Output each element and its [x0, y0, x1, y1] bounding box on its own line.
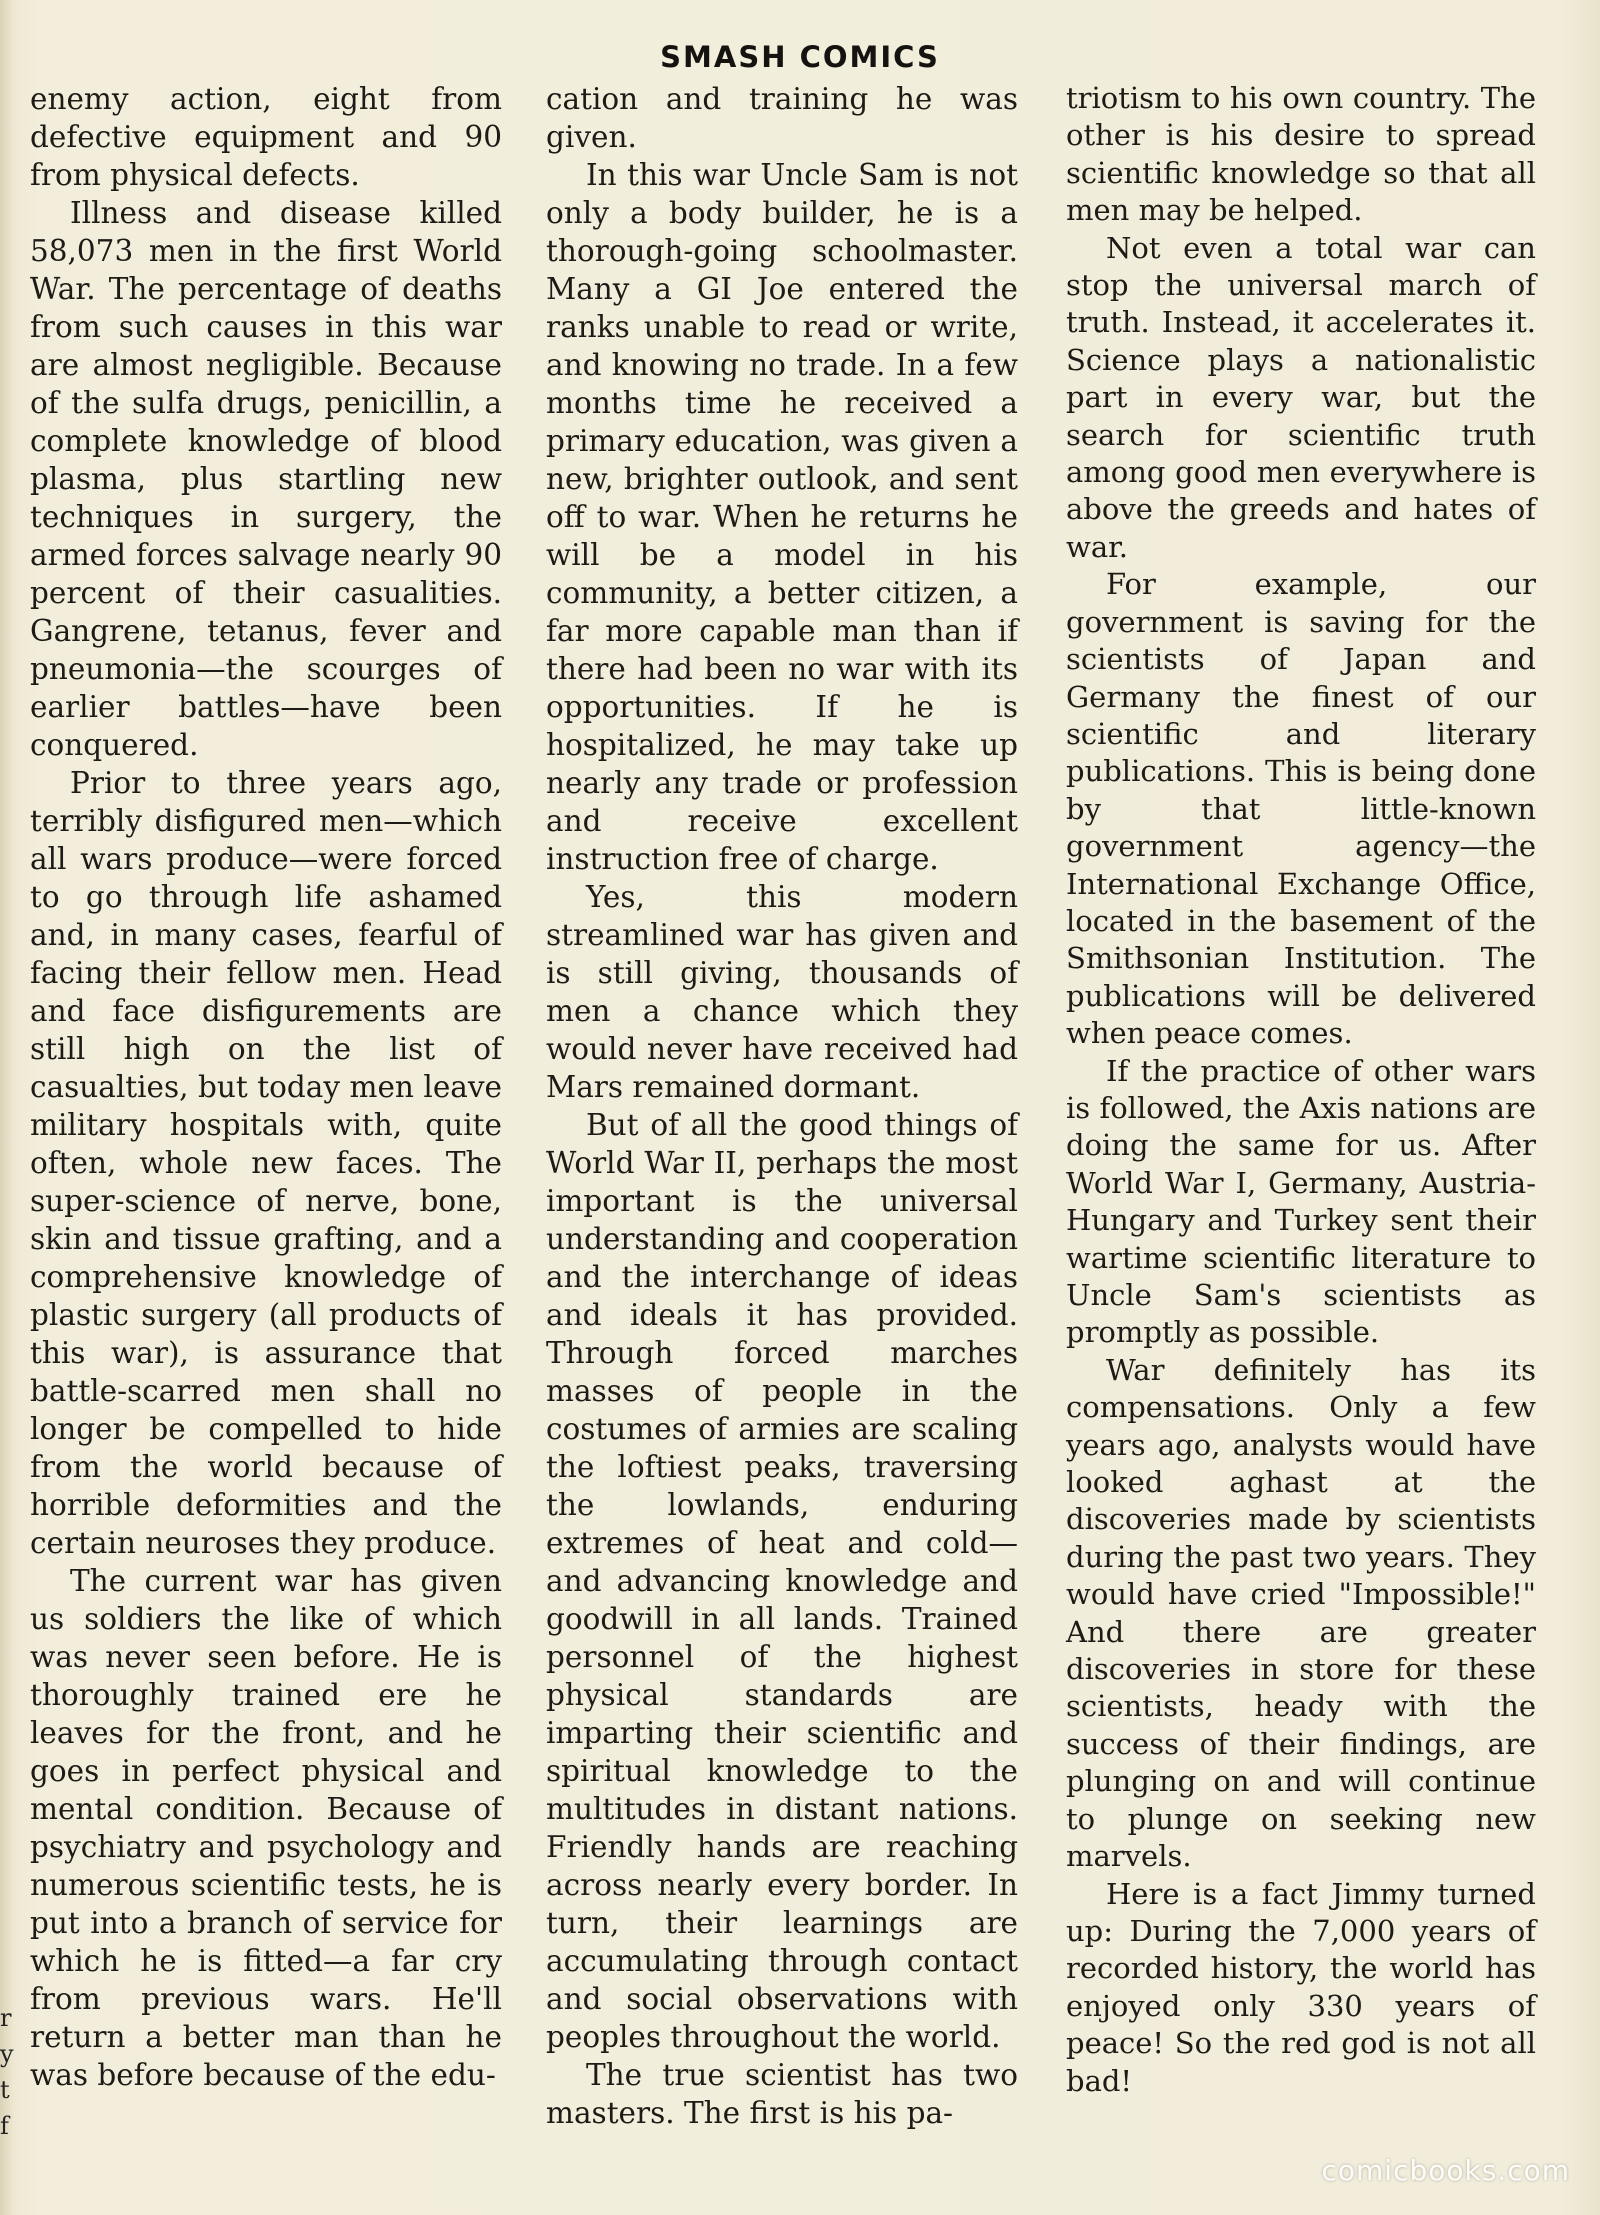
page-header-title: SMASH COMICS [660, 40, 940, 74]
gutter-bleed-letters [0, 2000, 16, 2144]
gutter-letter: y [0, 2040, 14, 2068]
text-column-1 [30, 80, 502, 2094]
paragraph: cation and training he was given. [546, 82, 1018, 154]
text-column-2 [546, 80, 1018, 2132]
paragraph: War definitely has its compensations. Only a few years ago, analysts would have looked aghast at the discoveries made by scientists during the past two years. They would have cried "Impossible!" And there are greater discoveries in store for these scientists, heady with the success of their findings, are plunging on and will continue to plunge on seeking new marvels. [1066, 1352, 1536, 1874]
paragraph: In this war Uncle Sam is not only a body builder, he is a thorough-going schoolmaster. Many a GI Joe entered the ranks unable to read or write, and knowing no trade. In a few months time he received a primary education, was given a new, brighter outlook, and sent off to war. When he returns he will be a model in his community, a better citizen, a far more capable man than if there had been no war with its opportunities. If he is hospitalized, he may take up nearly any trade or profession and receive excellent instruction free of charge. [546, 158, 1018, 876]
gutter-letter: r [0, 2004, 12, 2032]
paragraph: triotism to his own country. The other is his desire to spread scientific knowledge so that all men may be helped. [1066, 81, 1536, 228]
paragraph: Yes, this modern streamlined war has given and is still giving, thousands of men a chance which they would never have received had Mars remained dormant. [546, 880, 1018, 1104]
paragraph: Here is a fact Jimmy turned up: During the 7,000 years of recorded history, the world has enjoyed only 330 years of peace! So the red god is not all bad! [1066, 1876, 1536, 2098]
site-watermark: comicbooks.com [1321, 2154, 1570, 2187]
paragraph: For example, our government is saving for the scientists of Japan and Germany the finest of our scientific and literary publications. This is being done by that little-known government agency—the International Exchange Office, located in the basement of the Smithsonian Institution. The publications will be delivered when peace comes. [1066, 567, 1536, 1051]
paragraph: If the practice of other wars is followed, the Axis nations are doing the same for us. After World War I, Germany, Austria-Hungary and Turkey sent their wartime scientific literature to Uncle Sam's scientists as promptly as possible. [1066, 1053, 1536, 1350]
text-column-3 [1066, 80, 1536, 2100]
paragraph: Illness and disease killed 58,073 men in the first World War. The percentage of deaths from such causes in this war are almost negligible. Because of the sulfa drugs, penicillin, a complete knowledge of blood plasma, plus startling new techniques in surgery, the armed forces salvage nearly 90 percent of their casualities. Gangrene, tetanus, fever and pneumonia—the scourges of earlier battles—have been conquered. [30, 196, 502, 762]
paragraph: Prior to three years ago, terribly disfigured men—which all wars produce—were forced to go through life ashamed and, in many cases, fearful of facing their fellow men. Head and face disfigurements are still high on the list of casualties, but today men leave military hospitals with, quite often, whole new faces. The super-science of nerve, bone, skin and tissue grafting, and a comprehensive knowledge of plastic surgery (all products of this war), is assurance that battle-scarred men shall no longer be compelled to hide from the world because of horrible deformities and the certain neuroses they produce. [30, 766, 502, 1560]
gutter-letter: t [0, 2076, 10, 2104]
gutter-letter: f [0, 2112, 9, 2140]
paragraph: enemy action, eight from defective equipment and 90 from physical defects. [30, 82, 502, 192]
paragraph: The current war has given us soldiers the like of which was never seen before. He is thoroughly trained ere he leaves for the front, and he goes in perfect physical and mental condition. Because of psychiatry and psychology and numerous scientific tests, he is put into a branch of service for which he is fitted—a far cry from previous wars. He'll return a better man than he was before because of the edu- [30, 1564, 502, 2092]
paragraph: The true scientist has two masters. The first is his pa- [546, 2058, 1018, 2130]
paragraph: Not even a total war can stop the universal march of truth. Instead, it accelerates it. Science plays a nationalistic part in every war, but the search for scientific truth among good men everywhere is above the greeds and hates of war. [1066, 230, 1536, 564]
paragraph: But of all the good things of World War II, perhaps the most important is the universal understanding and cooperation and the interchange of ideas and ideals it has provided. Through forced marches masses of people in the costumes of armies are scaling the loftiest peaks, traversing the lowlands, enduring extremes of heat and cold—and advancing knowledge and goodwill in all lands. Trained personnel of the highest physical standards are imparting their scientific and spiritual knowledge to the multitudes in distant nations. Friendly hands are reaching across nearly every border. In turn, their learnings are accumulating through contact and social observations with peoples throughout the world. [546, 1108, 1018, 2054]
